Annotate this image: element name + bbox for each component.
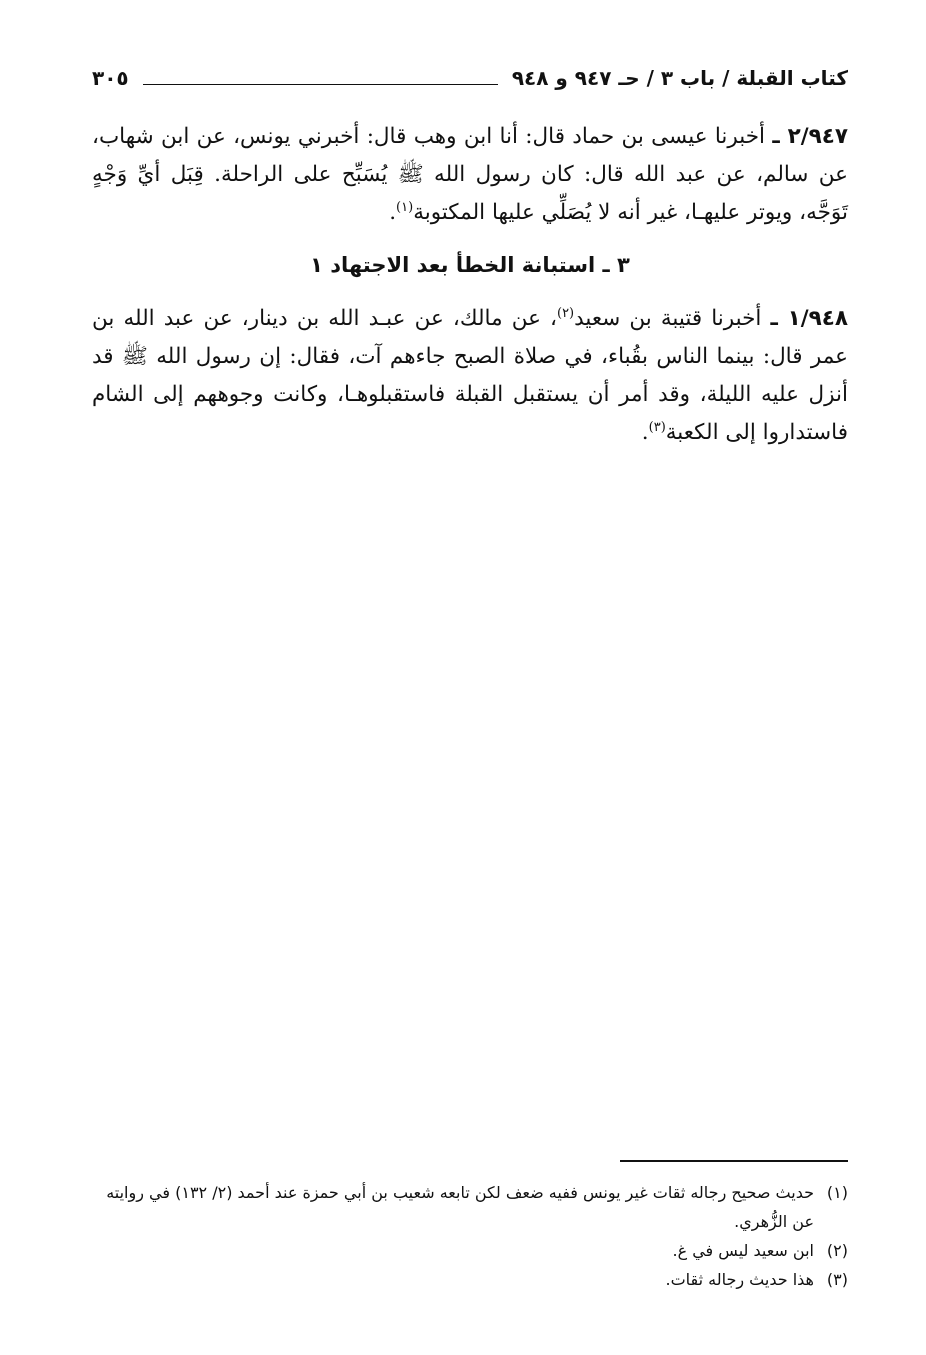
hadith-948-text-body: ، عن مالك، عن عبـد الله بن دينار، عن عبد الله بن عمر قال: بينما الناس بقُباء، في صلاة الصبح جاءهم آت، فقال: إن رسول الله ﷺ قد أنزل عليه الليلة، وقد أمر أن يستقبل القبلة فاستقبلوهـا، وكانت وجوههم إلى الشام فاستداروا إلى الكعبة	[92, 306, 848, 445]
hadith-948-end: .	[641, 420, 649, 445]
footnote-mark: (١)	[826, 1183, 848, 1202]
section-heading: ٣ ـ استبانة الخطأ بعد الاجتهاد ١	[310, 253, 630, 277]
header-rule	[143, 84, 498, 85]
footnote-1	[92, 1178, 848, 1236]
footnote-2	[92, 1236, 848, 1265]
footnote-separator	[620, 1160, 848, 1162]
header-title: كتاب القبلة / باب ٣ / حـ ٩٤٧ و ٩٤٨	[511, 66, 848, 90]
hadith-948-number: ١/٩٤٨ ـ	[770, 306, 848, 331]
footnote-3	[92, 1265, 848, 1294]
hadith-947-text: أخبرنا عيسى بن حماد قال: أنا ابن وهب قال: أخبرني يونس، عن ابن شهاب، عن سالم، عن عبد الله قال: كان رسول الله ﷺ يُسَبِّح على الراحلة. قِبَل أيِّ وَجْهٍ تَوَجَّه، ويوتر عليهـا، غير أنه لا يُصَلِّي عليها المكتوبة	[92, 124, 848, 225]
footnote-text: ابن سعيد ليس في غ.	[672, 1241, 814, 1260]
page-number: ٣٠٥	[92, 66, 129, 90]
footnote-text: حديث صحيح رجاله ثقات غير يونس ففيه ضعف لكن تابعه شعيب بن أبي حمزة عند أحمد (٢/ ١٣٢) في روايته عن الزُّهري.	[106, 1183, 814, 1231]
running-header	[92, 64, 848, 92]
footnotes	[92, 1178, 848, 1294]
hadith-948-paragraph	[92, 300, 848, 452]
footnote-text: هذا حديث رجاله ثقات.	[665, 1270, 814, 1289]
main-text	[92, 118, 848, 452]
footnote-ref-3[interactable]: (٣)	[648, 419, 666, 435]
footnote-mark: (٢)	[826, 1241, 848, 1260]
hadith-947-number: ٢/٩٤٧ ـ	[772, 124, 849, 149]
hadith-947-end: .	[389, 200, 397, 225]
hadith-948-text-start: أخبرنا قتيبة بن سعيد	[574, 306, 771, 331]
hadith-947-paragraph	[92, 118, 848, 232]
footnote-ref-2[interactable]: (٢)	[556, 305, 575, 321]
footnote-ref-1[interactable]: (١)	[396, 199, 414, 215]
footnote-mark: (٣)	[826, 1270, 848, 1289]
